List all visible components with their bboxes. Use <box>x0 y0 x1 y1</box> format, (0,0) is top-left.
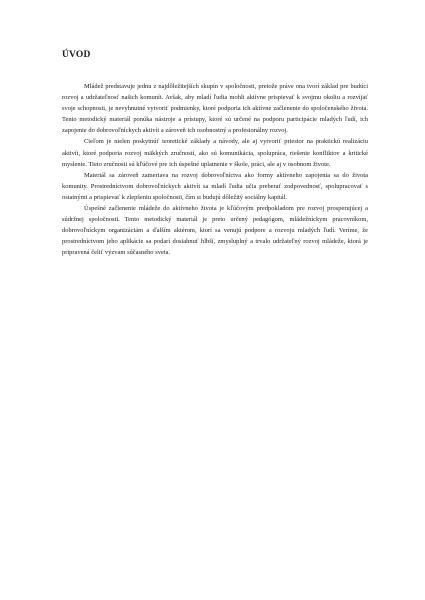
paragraph-2: Cieľom je nielen poskytnúť teoretické základy a návody, ale aj vytvoriť priestor na praktickú realizáciu aktivít, ktoré podporia rozvoj mäkkých zručností, ako sú komunikácia, spolupráca, riešenie konfliktov a kritické myslenie. Tieto zručnosti sú kľúčové pre ich úspešné uplatnenie v škole, práci, ale aj v osobnom živote. <box>62 138 368 168</box>
paragraph-1: Mládež predstavuje jednu z najdôležitejších skupín v spoločnosti, pretože práve ona tvorí základ pre budúci rozvoj a udržateľnosť našich komunít. Avšak, aby mladí ľudia mohli aktívne prispievať k svojmu okoliu a rozvíjať svoje schopnosti, je nevyhnutné vytvoriť podmienky, ktoré podporia ich aktívne začlenenie do spoločenského života. Tento metodický materiál ponúka nástroje a prístupy, ktoré sú určené na podporu participácie mladých ľudí, ich zapojenie do dobrovoľníckych aktivít a zároveň ich osobnostný a profesionálny rozvoj. <box>62 83 368 135</box>
section-heading: ÚVOD <box>62 50 91 60</box>
paragraph-4: Úspešné začlenenie mládeže do aktívneho života je kľúčovým predpokladom pre rozvoj prosperujúcej a súdržnej spoločnosti. Tento metodický materiál je preto určený pedagógom, mládežníckym pracovníkom, dobrovoľníckym organizáciám a ďalším aktérom, ktorí sa venujú podpore a rozvoju mladých ľudí. Veríme, že prostredníctvom jeho aplikácie sa podarí dosiahnuť hlbší, zmysluplný a trvalo udržateľný rozvoj mládeže, ktorá je pripravená čeliť výzvam súčasného sveta. <box>62 205 368 257</box>
body-text <box>62 81 368 259</box>
paragraph-3: Materiál sa zároveň zameriava na rozvoj dobrovoľníctva ako formy aktívneho zapojenia sa do života komunity. Prostredníctvom dobrovoľníckych aktivít sa mladí ľudia učia preberať zodpovednosť, spolupracovať s ostatnými a prispievať k zlepšeniu spoločnosti, čím si budujú dôležitý sociálny kapitál. <box>62 171 368 201</box>
